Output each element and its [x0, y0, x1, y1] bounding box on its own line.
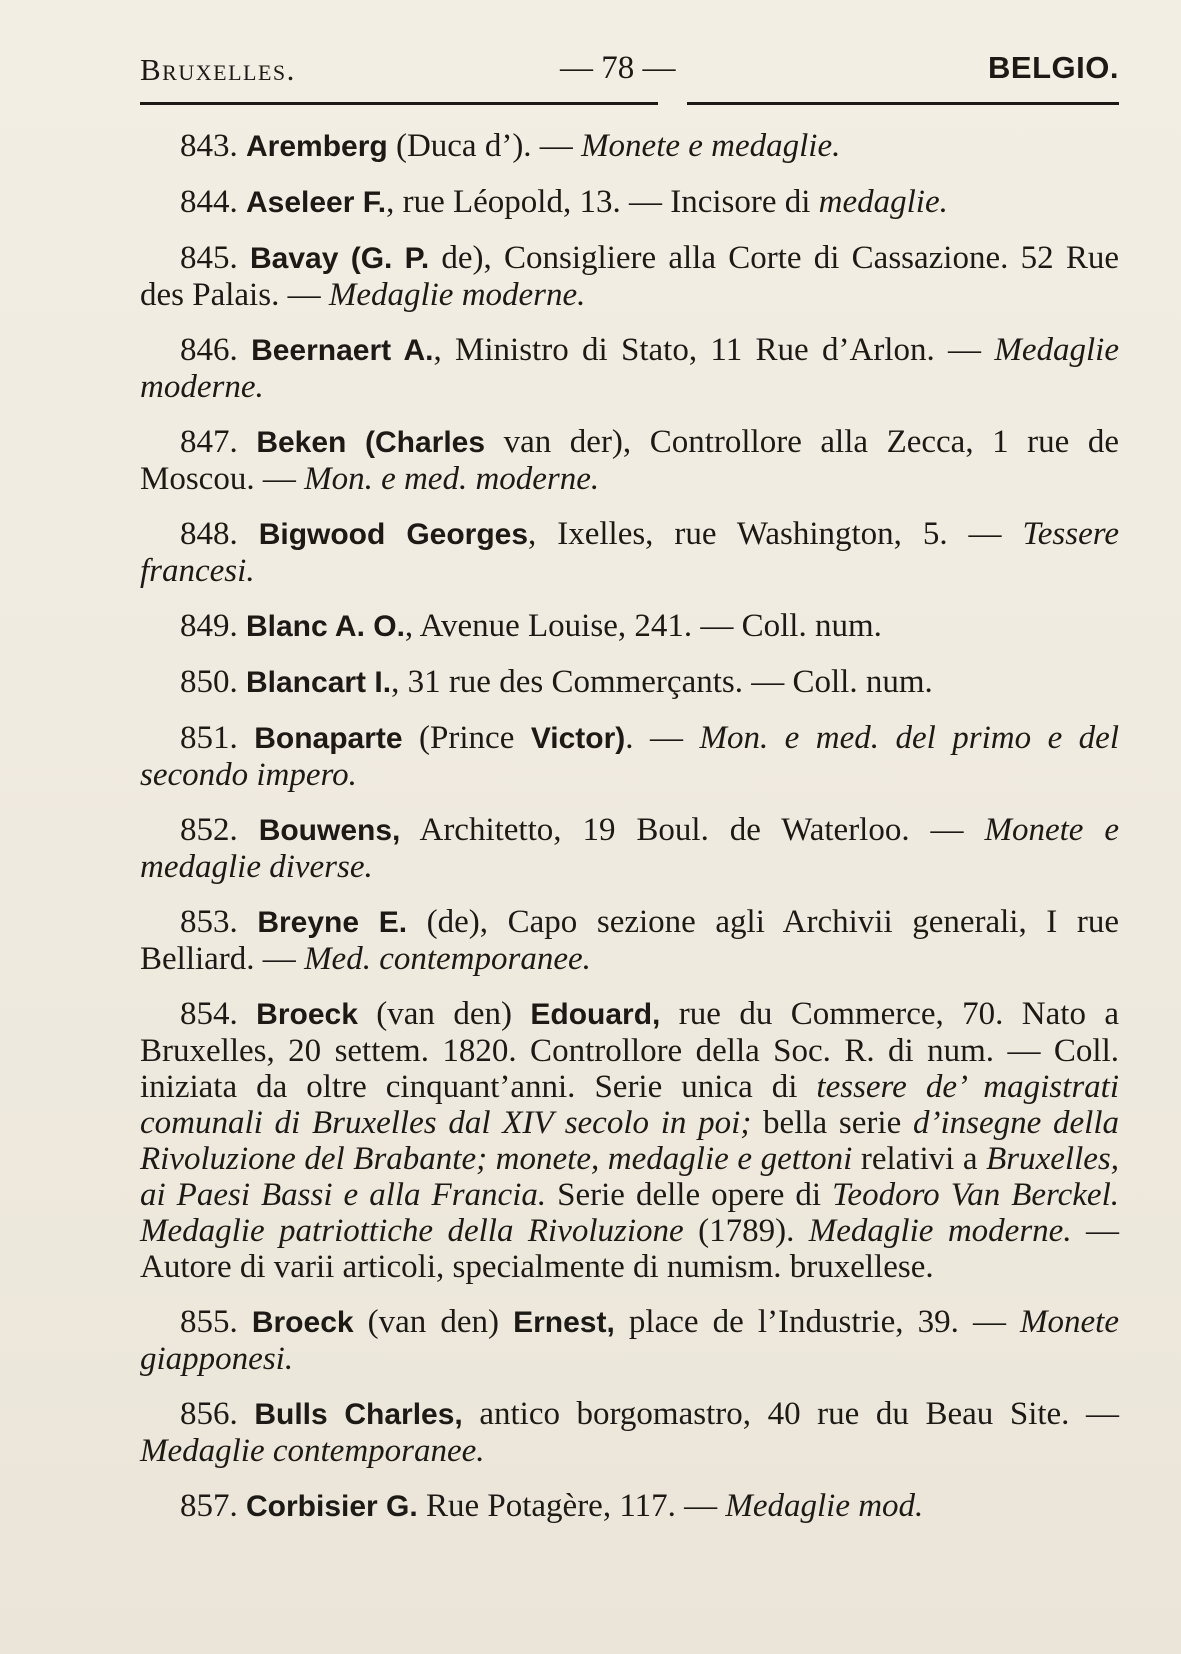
entry-collection: Medaglie contemporanee. — [140, 1433, 485, 1469]
entry-name: Bavay (G. P. — [249, 242, 430, 275]
entry-844 — [140, 184, 1119, 221]
entry-collection: Medaglie moderne. — [328, 277, 586, 313]
entry-text: (van den) — [353, 1304, 514, 1340]
entry-848 — [140, 516, 1119, 589]
entry-number: 844. — [180, 184, 238, 220]
entry-text: de), Consigliere alla Corte di Cassazione. 52 Rue des Palais. — — [140, 240, 1119, 313]
entry-collection: d’insegne della Rivoluzione del Brabante; monete, medaglie e gettoni — [140, 1105, 1119, 1177]
entry-853 — [140, 904, 1119, 977]
entry-name-secondary: Ernest, — [513, 1306, 615, 1339]
entry-855 — [140, 1304, 1119, 1377]
entry-collection: Medaglie mod. — [725, 1488, 924, 1524]
entry-number: 854. — [180, 996, 238, 1032]
entry-collection: Med. contemporanee. — [304, 941, 591, 977]
entry-name: Aremberg — [246, 130, 388, 163]
page-number: — 78 — — [560, 50, 676, 86]
entry-856 — [140, 1396, 1119, 1469]
entry-name-secondary: Victor) — [530, 722, 626, 755]
entry-number: 852. — [180, 812, 238, 848]
entry-text: van der), Controllore alla Zecca, 1 rue de Moscou. — — [140, 424, 1120, 497]
entry-name: Broeck — [251, 1306, 354, 1339]
entry-collection: Teodoro Van Berckel. Medaglie patriottiche della Rivoluzione — [140, 1177, 1119, 1249]
entry-name: Bonaparte — [254, 722, 403, 755]
entry-857 — [140, 1488, 1119, 1525]
entry-collection: Mon. e med. del primo e del secondo impero. — [140, 720, 1119, 793]
entry-854 — [140, 996, 1119, 1285]
entry-number: 848. — [180, 516, 238, 552]
entry-number: 846. — [180, 332, 238, 368]
entry-text: . — — [625, 720, 700, 756]
entry-number: 847. — [180, 424, 238, 460]
entry-name: Bigwood Georges — [258, 518, 529, 551]
entry-text: (Prince — [402, 720, 531, 756]
entry-852 — [140, 812, 1119, 885]
entry-text: (de), Capo sezione agli Archivii generali, I rue Belliard. — — [140, 904, 1120, 977]
entry-number: 857. — [180, 1488, 238, 1524]
entry-849 — [140, 608, 1119, 645]
header-rule-left — [140, 102, 658, 105]
entry-851 — [140, 720, 1119, 793]
entry-name: Blanc A. O. — [246, 610, 405, 643]
entry-text: Rue Potagère, 117. — — [417, 1488, 726, 1524]
entry-843 — [140, 128, 1119, 165]
entry-number: 856. — [180, 1396, 238, 1432]
entry-name: Breyne E. — [257, 906, 408, 939]
entry-text: , Ixelles, rue Washington, 5. — — [528, 516, 1023, 552]
entry-name: Aseleer F. — [246, 186, 387, 219]
entry-845 — [140, 240, 1119, 313]
entry-name: Bulls Charles, — [254, 1398, 463, 1431]
entry-collection: medaglie. — [818, 184, 948, 220]
entry-collection: Medaglie moderne. — [140, 332, 1119, 405]
entry-collection: Tessere francesi. — [140, 516, 1120, 589]
entry-text: (van den) — [357, 996, 531, 1032]
entry-number: 851. — [180, 720, 238, 756]
entry-collection: Monete e medaglie. — [581, 128, 841, 164]
entry-number: 853. — [180, 904, 238, 940]
entry-name: Bouwens, — [258, 814, 401, 847]
entry-text: , Avenue Louise, 241. — Coll. num. — [404, 608, 882, 644]
entry-collection: Monete e medaglie diverse. — [140, 812, 1119, 885]
entry-collection: Mon. e med. moderne. — [304, 461, 600, 497]
header-rule-right — [687, 102, 1119, 105]
entry-number: 850. — [180, 664, 238, 700]
entry-847 — [140, 424, 1119, 497]
entry-text: place de l’Industrie, 39. — — [614, 1304, 1021, 1340]
entry-list — [140, 128, 1119, 1544]
entry-text: relativi a — [852, 1141, 987, 1177]
entry-name: Beken (Charles — [256, 426, 486, 459]
entry-text: , rue Léopold, 13. — Incisore di — [386, 184, 819, 220]
entry-text: rue du Commerce, 70. Nato a Bruxelles, 20 settem. 1820. Controllore della Soc. R. di num. — Coll. iniziata da oltre cinquant’anni. Serie unica di — [140, 996, 1119, 1105]
entry-text: Architetto, 19 Boul. de Waterloo. — — [400, 812, 985, 848]
entry-name: Corbisier G. — [246, 1490, 418, 1523]
entry-name: Beernaert A. — [251, 334, 434, 367]
entry-number: 849. — [180, 608, 238, 644]
header-city: Bruxelles. — [140, 52, 296, 87]
entry-text: (Duca d’). — — [387, 128, 582, 164]
entry-text: , Ministro di Stato, 11 Rue d’Arlon. — — [433, 332, 995, 368]
entry-name: Blancart I. — [246, 666, 392, 699]
entry-text: bella serie — [751, 1105, 913, 1141]
entry-number: 855. — [180, 1304, 238, 1340]
entry-name: Broeck — [256, 998, 358, 1031]
entry-number: 843. — [180, 128, 238, 164]
entry-number: 845. — [180, 240, 238, 276]
running-header — [140, 0, 1119, 104]
entry-text: (1789). — [683, 1213, 809, 1249]
entry-collection: Bruxelles, ai Paesi Bassi e alla Francia. — [140, 1141, 1119, 1213]
entry-text: , 31 rue des Commerçants. — Coll. num. — [391, 664, 933, 700]
header-country: BELGIO. — [988, 50, 1119, 85]
entry-collection: Medaglie moderne. — [808, 1213, 1072, 1249]
entry-text: — Autore di varii articoli, specialmente di numism. bruxellese. — [140, 1213, 1120, 1285]
entry-collection: Monete giapponesi. — [140, 1304, 1119, 1377]
entry-846 — [140, 332, 1119, 405]
entry-850 — [140, 664, 1119, 701]
entry-collection: tessere de’ magistrati comunali di Bruxelles dal XIV secolo in poi; — [140, 1069, 1119, 1141]
entry-text: antico borgomastro, 40 rue du Beau Site. — — [462, 1396, 1120, 1432]
entry-name-secondary: Edouard, — [530, 998, 661, 1031]
entry-text: Serie delle opere di — [546, 1177, 833, 1213]
